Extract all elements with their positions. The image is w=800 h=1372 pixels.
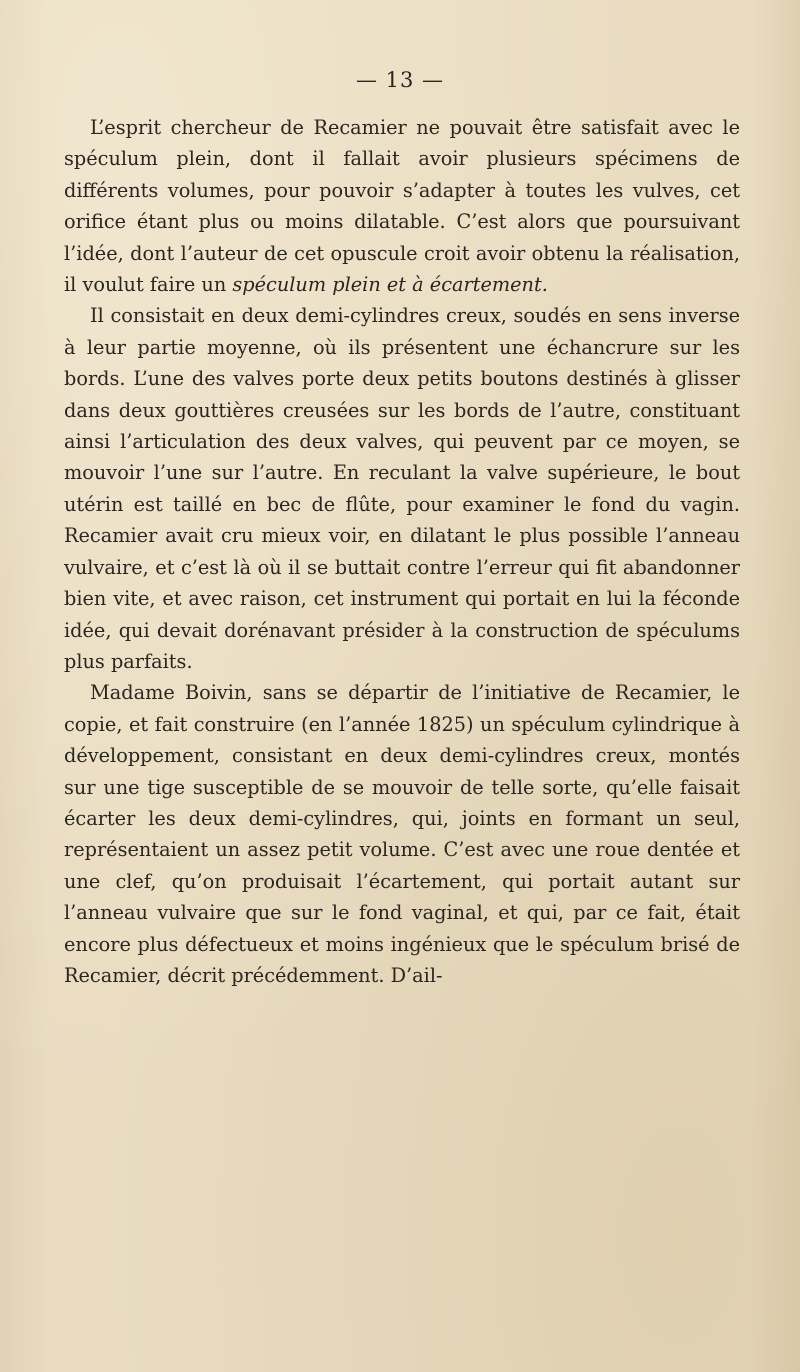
page-number: — 13 — [355,68,445,92]
paragraph-1-emphasis: spéculum plein et à écartement. [232,273,548,297]
paragraph-1-text: L’esprit chercheur de Recamier ne pouvait être satisfait avec le spéculum plein, dont il fallait avoir plusieurs spécimens de différents volumes, pour pouvoir s’adapter à toutes les vulves, cet orifice étant plus ou moins dilatable. C’est alors que poursuivant l’idée, dont l’auteur de cet opuscule croit avoir obtenu la réalisation, il voulut faire un [64,116,740,297]
body-text [64,112,740,991]
paragraph-2: Il consistait en deux demi-cylindres creux, soudés en sens inverse à leur partie moyenne, où ils présentent une échancrure sur les bords. L’une des valves porte deux petits boutons destinés à glisser dans deux gouttières creusées sur les bords de l’autre, constituant ainsi l’articulation des deux valves, qui peuvent par ce moyen, se mouvoir l’une sur l’autre. En reculant la valve supérieure, le bout utérin est taillé en bec de flûte, pour examiner le fond du vagin. Recamier avait cru mieux voir, en dilatant le plus possible l’anneau vulvaire, et c’est là où il se buttait contre l’erreur qui fit abandonner bien vite, et avec raison, cet instrument qui portait en lui la féconde idée, qui devait dorénavant présider à la construction de spéculums plus parfaits. [64,304,740,673]
paragraph-3: Madame Boivin, sans se départir de l’initiative de Recamier, le copie, et fait construire (en l’année 1825) un spéculum cylindrique à développement, consistant en deux demi-cylindres creux, montés sur une tige susceptible de se mouvoir de telle sorte, qu’elle faisait écarter les deux demi-cylindres, qui, joints en formant un seul, représentaient un assez petit volume. C’est avec une roue dentée et une clef, qu’on produisait l’écartement, qui portait autant sur l’anneau vulvaire que sur le fond vaginal, et qui, par ce fait, était encore plus défectueux et moins ingénieux que le spéculum brisé de Recamier, décrit précédemment. D’ail- [64,681,740,987]
paragraph-1 [64,112,740,300]
